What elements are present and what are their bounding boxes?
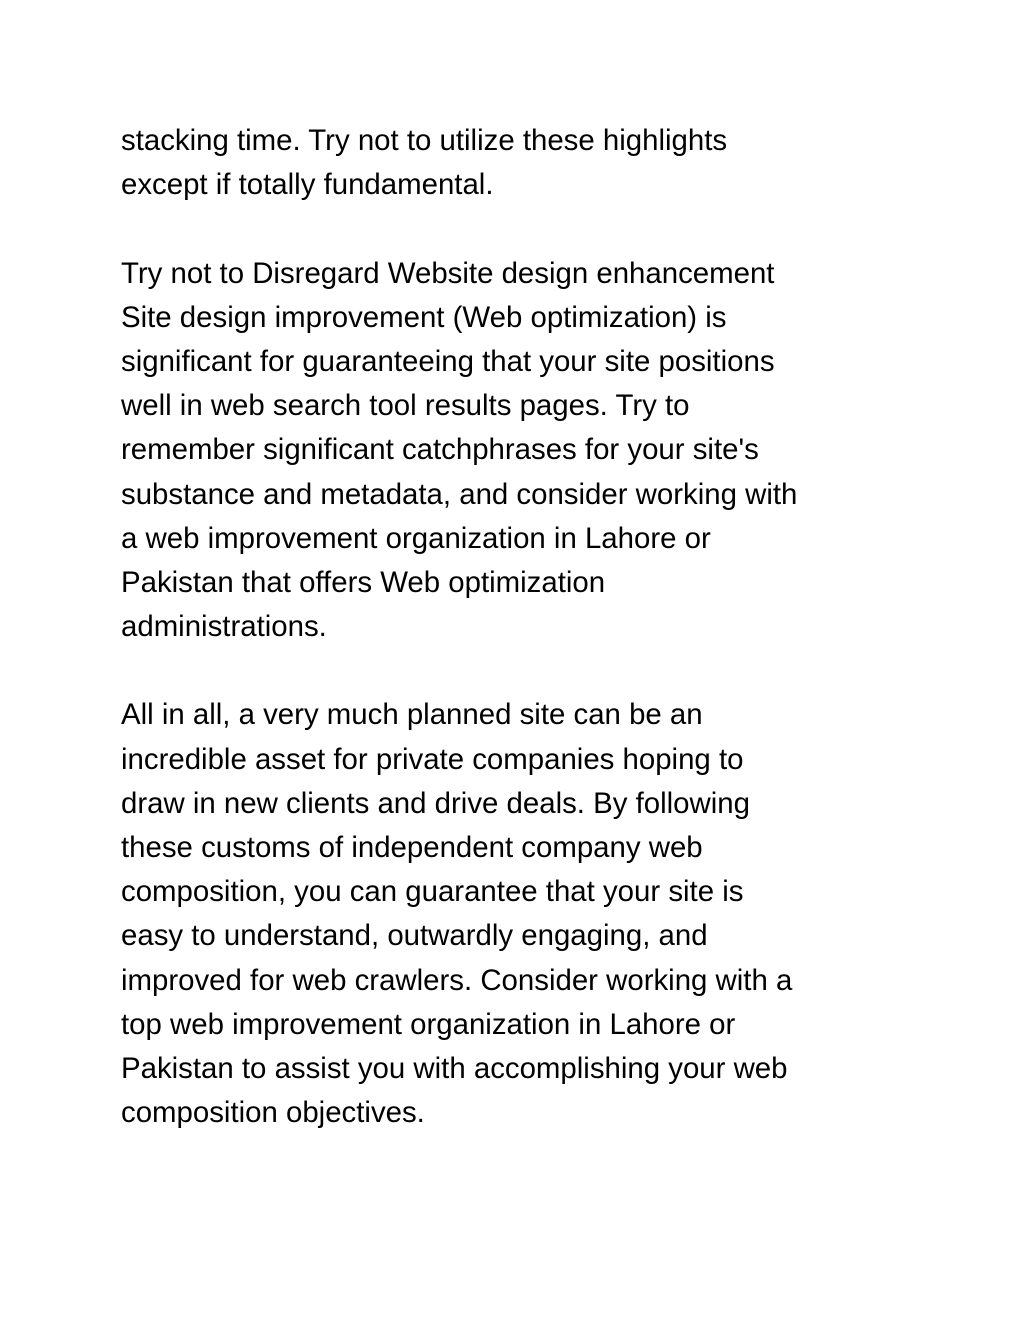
text-line: administrations. bbox=[121, 610, 327, 644]
text-line: substance and metadata, and consider working with bbox=[121, 477, 798, 511]
text-line: stacking time. Try not to utilize these highlights bbox=[121, 124, 728, 157]
text-line: All in all, a very much planned site can be an bbox=[121, 698, 703, 732]
text-line: composition, you can guarantee that your site is bbox=[121, 875, 744, 909]
paragraph-conclusion bbox=[121, 693, 911, 1135]
text-line: a web improvement organization in Lahore or bbox=[121, 521, 711, 555]
text-line: Site design improvement (Web optimization) is bbox=[121, 300, 727, 334]
text-line: Pakistan that offers Web optimization bbox=[121, 565, 606, 599]
text-line: incredible asset for private companies hoping to bbox=[121, 742, 744, 776]
paragraph-intro-continuation bbox=[121, 119, 911, 207]
text-line: easy to understand, outwardly engaging, and bbox=[121, 919, 708, 953]
text-line: composition objectives. bbox=[121, 1096, 425, 1130]
document-body bbox=[121, 119, 911, 1135]
text-line: these customs of independent company web bbox=[121, 831, 703, 864]
text-line: well in web search tool results pages. Try to bbox=[121, 389, 690, 423]
text-line: Try not to Disregard Website design enhancement bbox=[121, 256, 775, 290]
paragraph-seo bbox=[121, 252, 911, 650]
text-line: except if totally fundamental. bbox=[121, 168, 494, 202]
text-line: Pakistan to assist you with accomplishing your web bbox=[121, 1051, 788, 1085]
text-line: top web improvement organization in Lahore or bbox=[121, 1007, 736, 1041]
text-line: draw in new clients and drive deals. By following bbox=[121, 786, 750, 820]
text-line: remember significant catchphrases for your site's bbox=[121, 433, 759, 467]
text-line: significant for guaranteeing that your site positions bbox=[121, 344, 775, 378]
text-line: improved for web crawlers. Consider working with a bbox=[121, 963, 793, 997]
